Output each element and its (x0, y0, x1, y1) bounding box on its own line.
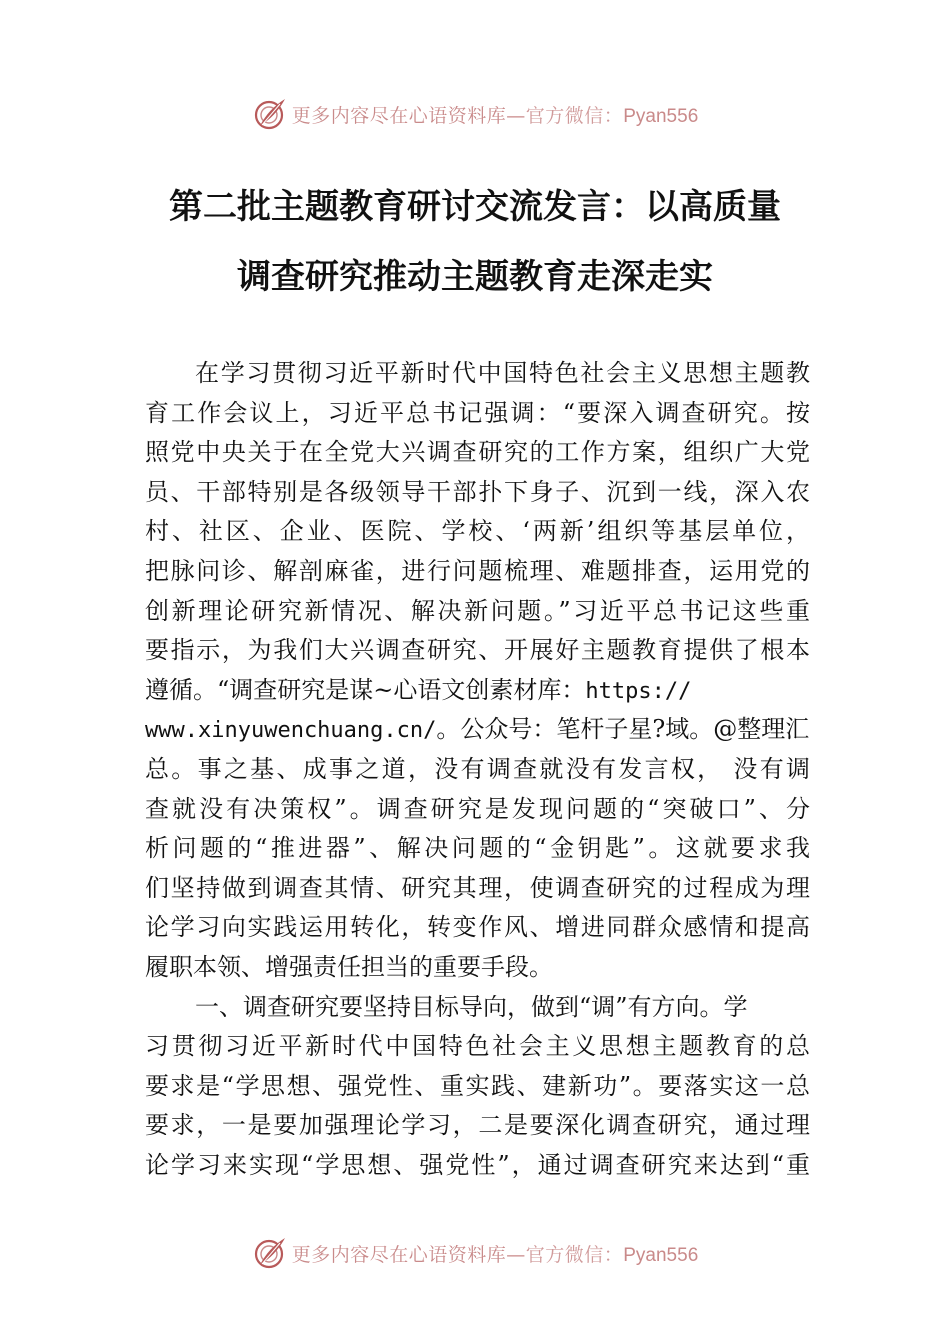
footer-banner-wechat: 官方微信： (525, 1243, 624, 1266)
body-line: 育工作会议上，习近平总书记强调：“要深入调查研究。按 (145, 398, 810, 427)
body-line-heading: 一、调查研究要坚持目标导向，做到“调”有方向。学 (195, 992, 748, 1021)
body-line: 创新理论研究新情况、解决新问题。”习近平总书记这些重 (145, 596, 810, 625)
body-line: 论学习来实现“学思想、强党性”，通过调查研究来达到“重 (145, 1150, 810, 1179)
title-line-1: 第二批主题教育研讨交流发言：以高质量 (169, 187, 781, 227)
body-line: 要指示，为我们大兴调查研究、开展好主题教育提供了根本 (145, 636, 810, 665)
body-line: 论学习向实践运用转化，转变作风、增进同群众感情和提高 (145, 913, 810, 942)
body-line: 履职本领、增强责任担当的重要手段。 (145, 952, 553, 981)
quill-logo-icon (252, 1235, 288, 1271)
body-line: 查就没有决策权”。调查研究是发现问题的“突破口”、分 (145, 794, 810, 823)
body-line: 在学习贯彻习近平新时代中国特色社会主义思想主题教 (195, 359, 810, 387)
title-line-2: 调查研究推动主题教育走深走实 (237, 257, 713, 297)
body-line: 要求是“学思想、强党性、重实践、建新功”。要落实这一总 (145, 1071, 810, 1100)
body-line: 员、干部特别是各级领导干部扑下身子、沉到一线，深入农 (145, 477, 810, 506)
body-line: 照党中央关于在全党大兴调查研究的工作方案，组织广大党 (145, 438, 810, 467)
body-line: 把脉问诊、解剖麻雀，进行问题梳理、难题排查，运用党的 (145, 556, 810, 585)
body-line: 要求，一是要加强理论学习，二是要深化调查研究，通过理 (145, 1111, 810, 1140)
body-line-url: www.xinyuwenchuang.cn/。公众号：笔杆子星?域。@整理汇 (145, 715, 810, 744)
header-banner-main: 更多内容尽在心语资料库— (291, 104, 526, 127)
body-line: 们坚持做到调查其情、研究其理，使调查研究的过程成为理 (145, 873, 810, 902)
body-line: 总。事之基、成事之道，没有调查就没有发言权， 没有调 (145, 754, 810, 783)
document-body (145, 354, 810, 1185)
footer-banner-text (292, 1240, 699, 1267)
header-banner-id: Pyan556 (623, 105, 699, 127)
header-banner-text (292, 101, 699, 128)
quill-logo-icon (252, 96, 288, 132)
body-line: 村、社区、企业、医院、学校、‘两新’组织等基层单位， (145, 517, 810, 546)
footer-banner-id: Pyan556 (623, 1244, 699, 1266)
body-line: 习贯彻习近平新时代中国特色社会主义思想主题教育的总 (145, 1032, 810, 1061)
header-banner-wechat: 官方微信： (525, 104, 624, 127)
header-banner (0, 94, 950, 134)
footer-banner-main: 更多内容尽在心语资料库— (291, 1243, 526, 1266)
body-line: 遵循。“调查研究是谋~心语文创素材库：https:// (145, 675, 692, 704)
footer-banner (0, 1233, 950, 1273)
body-line: 析问题的“推进器”、解决问题的“金钥匙”。这就要求我 (145, 834, 810, 863)
